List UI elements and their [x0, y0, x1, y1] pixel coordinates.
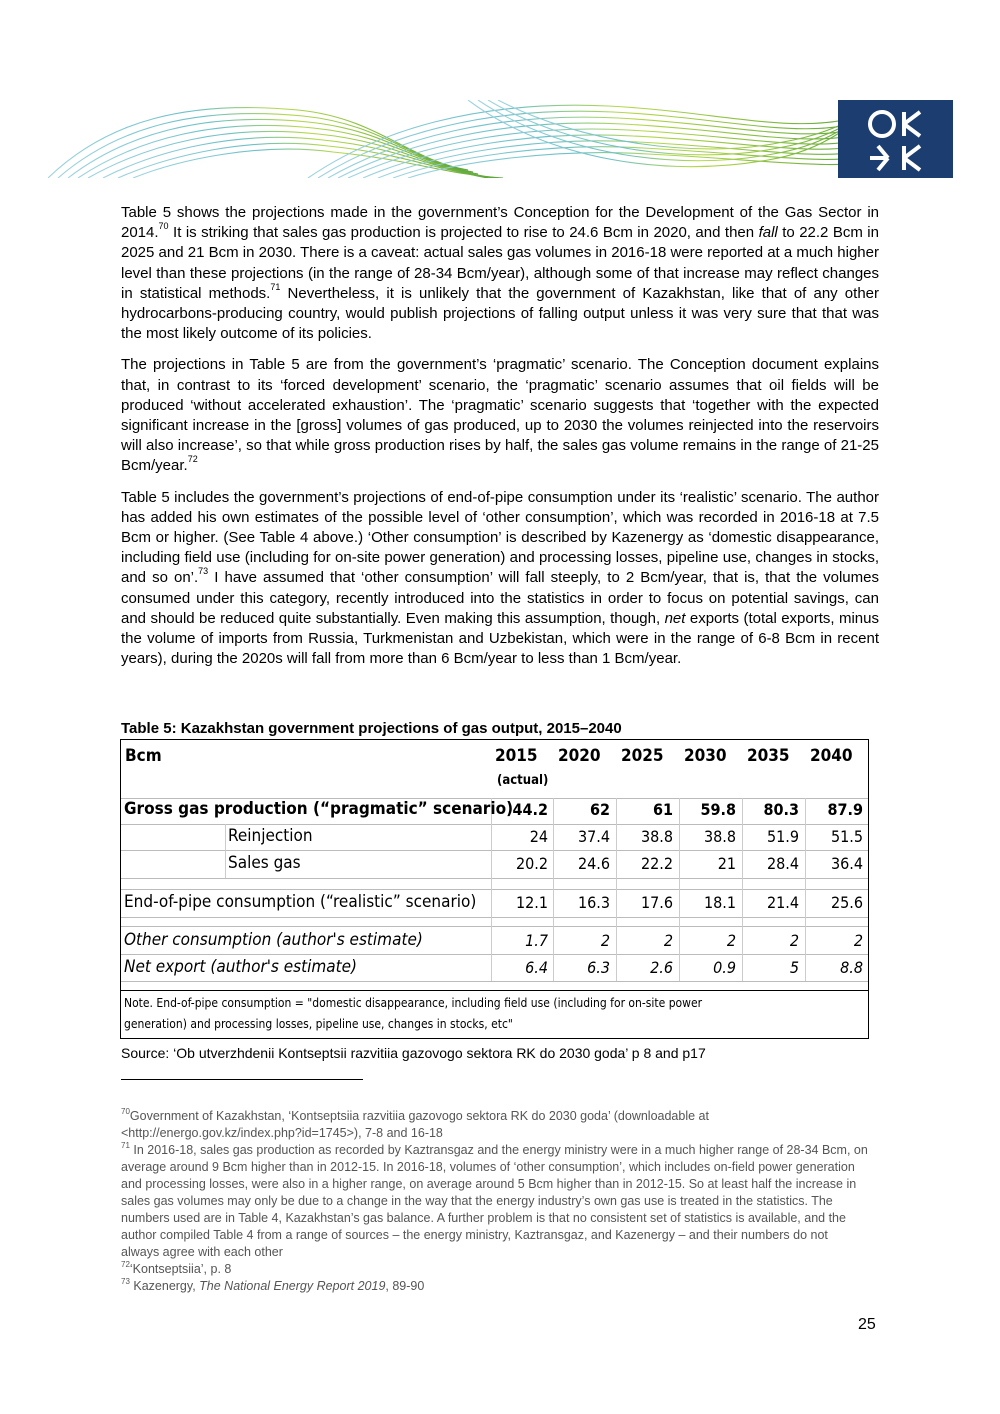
page-number: 25 — [858, 1316, 876, 1333]
table-divider — [121, 850, 868, 851]
row-label: Sales gas — [228, 853, 301, 873]
table-cell: 38.8 — [640, 827, 673, 846]
year-header: 2020 — [558, 746, 601, 766]
table-cell: 21 — [717, 854, 736, 873]
table-divider — [491, 798, 492, 981]
table-divider — [121, 917, 868, 918]
table-note-line-1: Note. End-of-pipe consumption = "domestic disappearance, including field use (including for on-site power — [124, 996, 703, 1010]
table-cell: 0.9 — [713, 958, 736, 977]
paragraph-3: Table 5 includes the government’s projections of end-of-pipe consumption under its ‘realistic’ scenario. The author has added his own estimates of the possible level of ‘other consumption’, which was recorded in 2016-18 at 7.5 Bcm or higher. (See Table 4 above.) ‘Other consumption’ is described by Kazenergy as ‘domestic disappearance, including field use (including for on-site power generation) and processing losses, pipeline use, changes in stocks, and so on’.$^{73}$ I have assumed that ‘other consumption’ will fall steeply, to 2 Bcm/year, that is, that the volumes consumed under this category, recently introduced into the statistics in order to focus on potential savings, can and should be reduced quite substantially. Even making this assumption, though, net exports (total exports, minus the volume of imports from Russia, Turkmenistan and Uzbekistan, which were in the range of 6-8 Bcm in recent years), during the 2020s will fall from more than 6 Bcm/year to less than 1 Bcm/year. — [121, 488, 879, 668]
table-cell: 80.3 — [763, 800, 799, 819]
table-cell: 21.4 — [766, 893, 799, 912]
table-divider — [121, 824, 868, 825]
year-header: 2025 — [621, 746, 664, 766]
footnote-71: $^{71}$ In 2016-18, sales gas production as recorded by Kaztransgaz and the energy ministry were in a much higher range of 28-34 Bcm, on average around 9 Bcm higher than in 2012-15. In 2016-18, volumes of ‘other consumption’, which includes on-field power generation and processing losses, were also in a higher range, on average around 5 Bcm higher than in 2012-15. So at least half the increase in sales gas volumes may only be due to a change in the way that the energy industry’s own gas use is treated in the statistics. The numbers used are in Table 4, Kazakhstan’s gas balance. A further problem is that no consistent set of statistics is available, and the author compiled Table 4 from a range of sources – the energy ministry, Kaztransgaz, and Kazenergy – and their numbers do not always agree with each other — [121, 1141, 868, 1259]
projections-table — [120, 739, 869, 1039]
table-cell: 24 — [529, 827, 548, 846]
table-cell: 2.6 — [650, 958, 673, 977]
footnotes — [121, 1108, 869, 1295]
year-header: 2015 — [495, 746, 538, 766]
footnote-72: $^{72}$‘Kontseptsiia’, p. 8 — [121, 1260, 232, 1276]
table-divider — [679, 798, 680, 981]
table-cell: 18.1 — [703, 893, 736, 912]
table-cell: 2 — [663, 931, 673, 950]
table-cell: 2 — [726, 931, 736, 950]
table-caption: Table 5: Kazakhstan government projections of gas output, 2015–2040 — [121, 720, 622, 737]
unit-header: Bcm — [125, 746, 162, 766]
year-header: 2035 — [747, 746, 790, 766]
footnote-ref-70[interactable]: 70 — [158, 221, 169, 232]
table-cell: 6.3 — [587, 958, 610, 977]
row-label: End-of-pipe consumption (“realistic” scenario) — [124, 892, 477, 912]
organization-logo — [838, 100, 953, 178]
table-cell: 1.7 — [525, 931, 548, 950]
table-cell: 37.4 — [577, 827, 610, 846]
table-cell: 22.2 — [640, 854, 673, 873]
paragraph-1: Table 5 shows the projections made in the government’s Conception for the Development of the Gas Sector in 2014.70 It is striking that sales gas production is projected to rise to 24.6 Bcm in 2020, and then fall to 22.2 Bcm in 2025 and 21 Bcm in 2030. There is a caveat: actual sales gas volumes in 2016-18 were reported at a much higher level than these projections (in the range of 28-34 Bcm/year), although some of that increase may reflect changes in statistical methods.$^{71}$ Nevertheless, it is unlikely that the government of Kazakhstan, like that of any other hydrocarbons-producing country, would publish projections of falling output unless it was very sure that that was the most likely outcome of its policies. — [121, 204, 879, 343]
table-source: Source: ‘Ob utverzhdenii Kontseptsii razvitiia gazovogo sektora RK do 2030 goda’ p 8 and p17 — [121, 1045, 706, 1061]
table-cell: 12.1 — [515, 893, 548, 912]
row-label: Reinjection — [228, 826, 313, 846]
table-divider — [121, 889, 868, 890]
table-divider — [553, 798, 554, 981]
table-divider — [616, 798, 617, 981]
table-cell: 6.4 — [525, 958, 548, 977]
paragraph-2: The projections in Table 5 are from the government’s ‘pragmatic’ scenario. The Conception document explains that, in contrast to its ‘forced development’ scenario, the ‘pragmatic’ scenario assumes that oil fields will be produced ‘without accelerated exhaustion’. The ‘pragmatic’ scenario suggests that ‘together with the expected significant increase in the [gross] volumes of gas produced, up to 2030 the volumes reinjected into the reservoirs will also increase’, so that while gross production rises by half, the sales gas volume remains in the range of 21-25 Bcm/year.$^{72}$ — [121, 356, 879, 475]
year-header: 2040 — [810, 746, 853, 766]
table-divider — [121, 926, 868, 927]
actual-note: (actual) — [497, 773, 549, 788]
table-cell: 16.3 — [577, 893, 610, 912]
table-cell: 2 — [600, 931, 610, 950]
table-note-divider — [121, 990, 868, 991]
row-label: Gross gas production (“pragmatic” scenario) — [124, 799, 514, 819]
wave-pattern-graphic — [48, 100, 953, 178]
footnote-70: $^{70}$Government of Kazakhstan, ‘Kontseptsiia razvitiia gazovogo sektora RK do 2030 goda’ (downloadable at <http://energo.gov.kz/index.php?id=1745>), 7-8 and 16-18 — [121, 1107, 709, 1140]
table-divider — [805, 798, 806, 981]
table-cell: 28.4 — [766, 854, 799, 873]
table-divider — [742, 798, 743, 981]
table-cell: 62 — [589, 800, 610, 819]
table-cell: 25.6 — [830, 893, 863, 912]
row-label: Other consumption (author's estimate) — [124, 930, 423, 950]
table-cell: 61 — [652, 800, 673, 819]
footnote-ref-72[interactable]: 72 — [187, 454, 198, 465]
table-cell: 2 — [789, 931, 799, 950]
table-cell: 38.8 — [703, 827, 736, 846]
table-cell: 8.8 — [840, 958, 863, 977]
table-cell: 51.9 — [766, 827, 799, 846]
footnote-ref-73[interactable]: 73 — [198, 566, 209, 577]
table-cell: 2 — [853, 931, 863, 950]
footnote-ref-71[interactable]: 71 — [270, 281, 281, 292]
footnote-rule — [121, 1079, 363, 1080]
table-cell: 87.9 — [827, 800, 863, 819]
table-divider — [121, 878, 868, 879]
table-cell: 24.6 — [577, 854, 610, 873]
header-banner — [48, 100, 953, 178]
table-cell: 5 — [789, 958, 799, 977]
table-cell: 20.2 — [515, 854, 548, 873]
table-cell: 51.5 — [830, 827, 863, 846]
table-divider — [225, 824, 226, 878]
table-cell: 36.4 — [830, 854, 863, 873]
footnote-73: $^{73}$ Kazenergy, The National Energy Report 2019, 89-90 — [121, 1277, 425, 1293]
row-label: Net export (author's estimate) — [124, 957, 358, 977]
table-divider — [121, 954, 868, 955]
body-text — [121, 203, 879, 680]
table-note-line-2: generation) and processing losses, pipeline use, changes in stocks, etc" — [124, 1017, 513, 1031]
table-cell: 44.2 — [512, 800, 548, 819]
logo-icon — [838, 100, 953, 178]
table-cell: 59.8 — [700, 800, 736, 819]
table-divider — [121, 981, 868, 982]
table-cell: 17.6 — [640, 893, 673, 912]
year-header: 2030 — [684, 746, 727, 766]
